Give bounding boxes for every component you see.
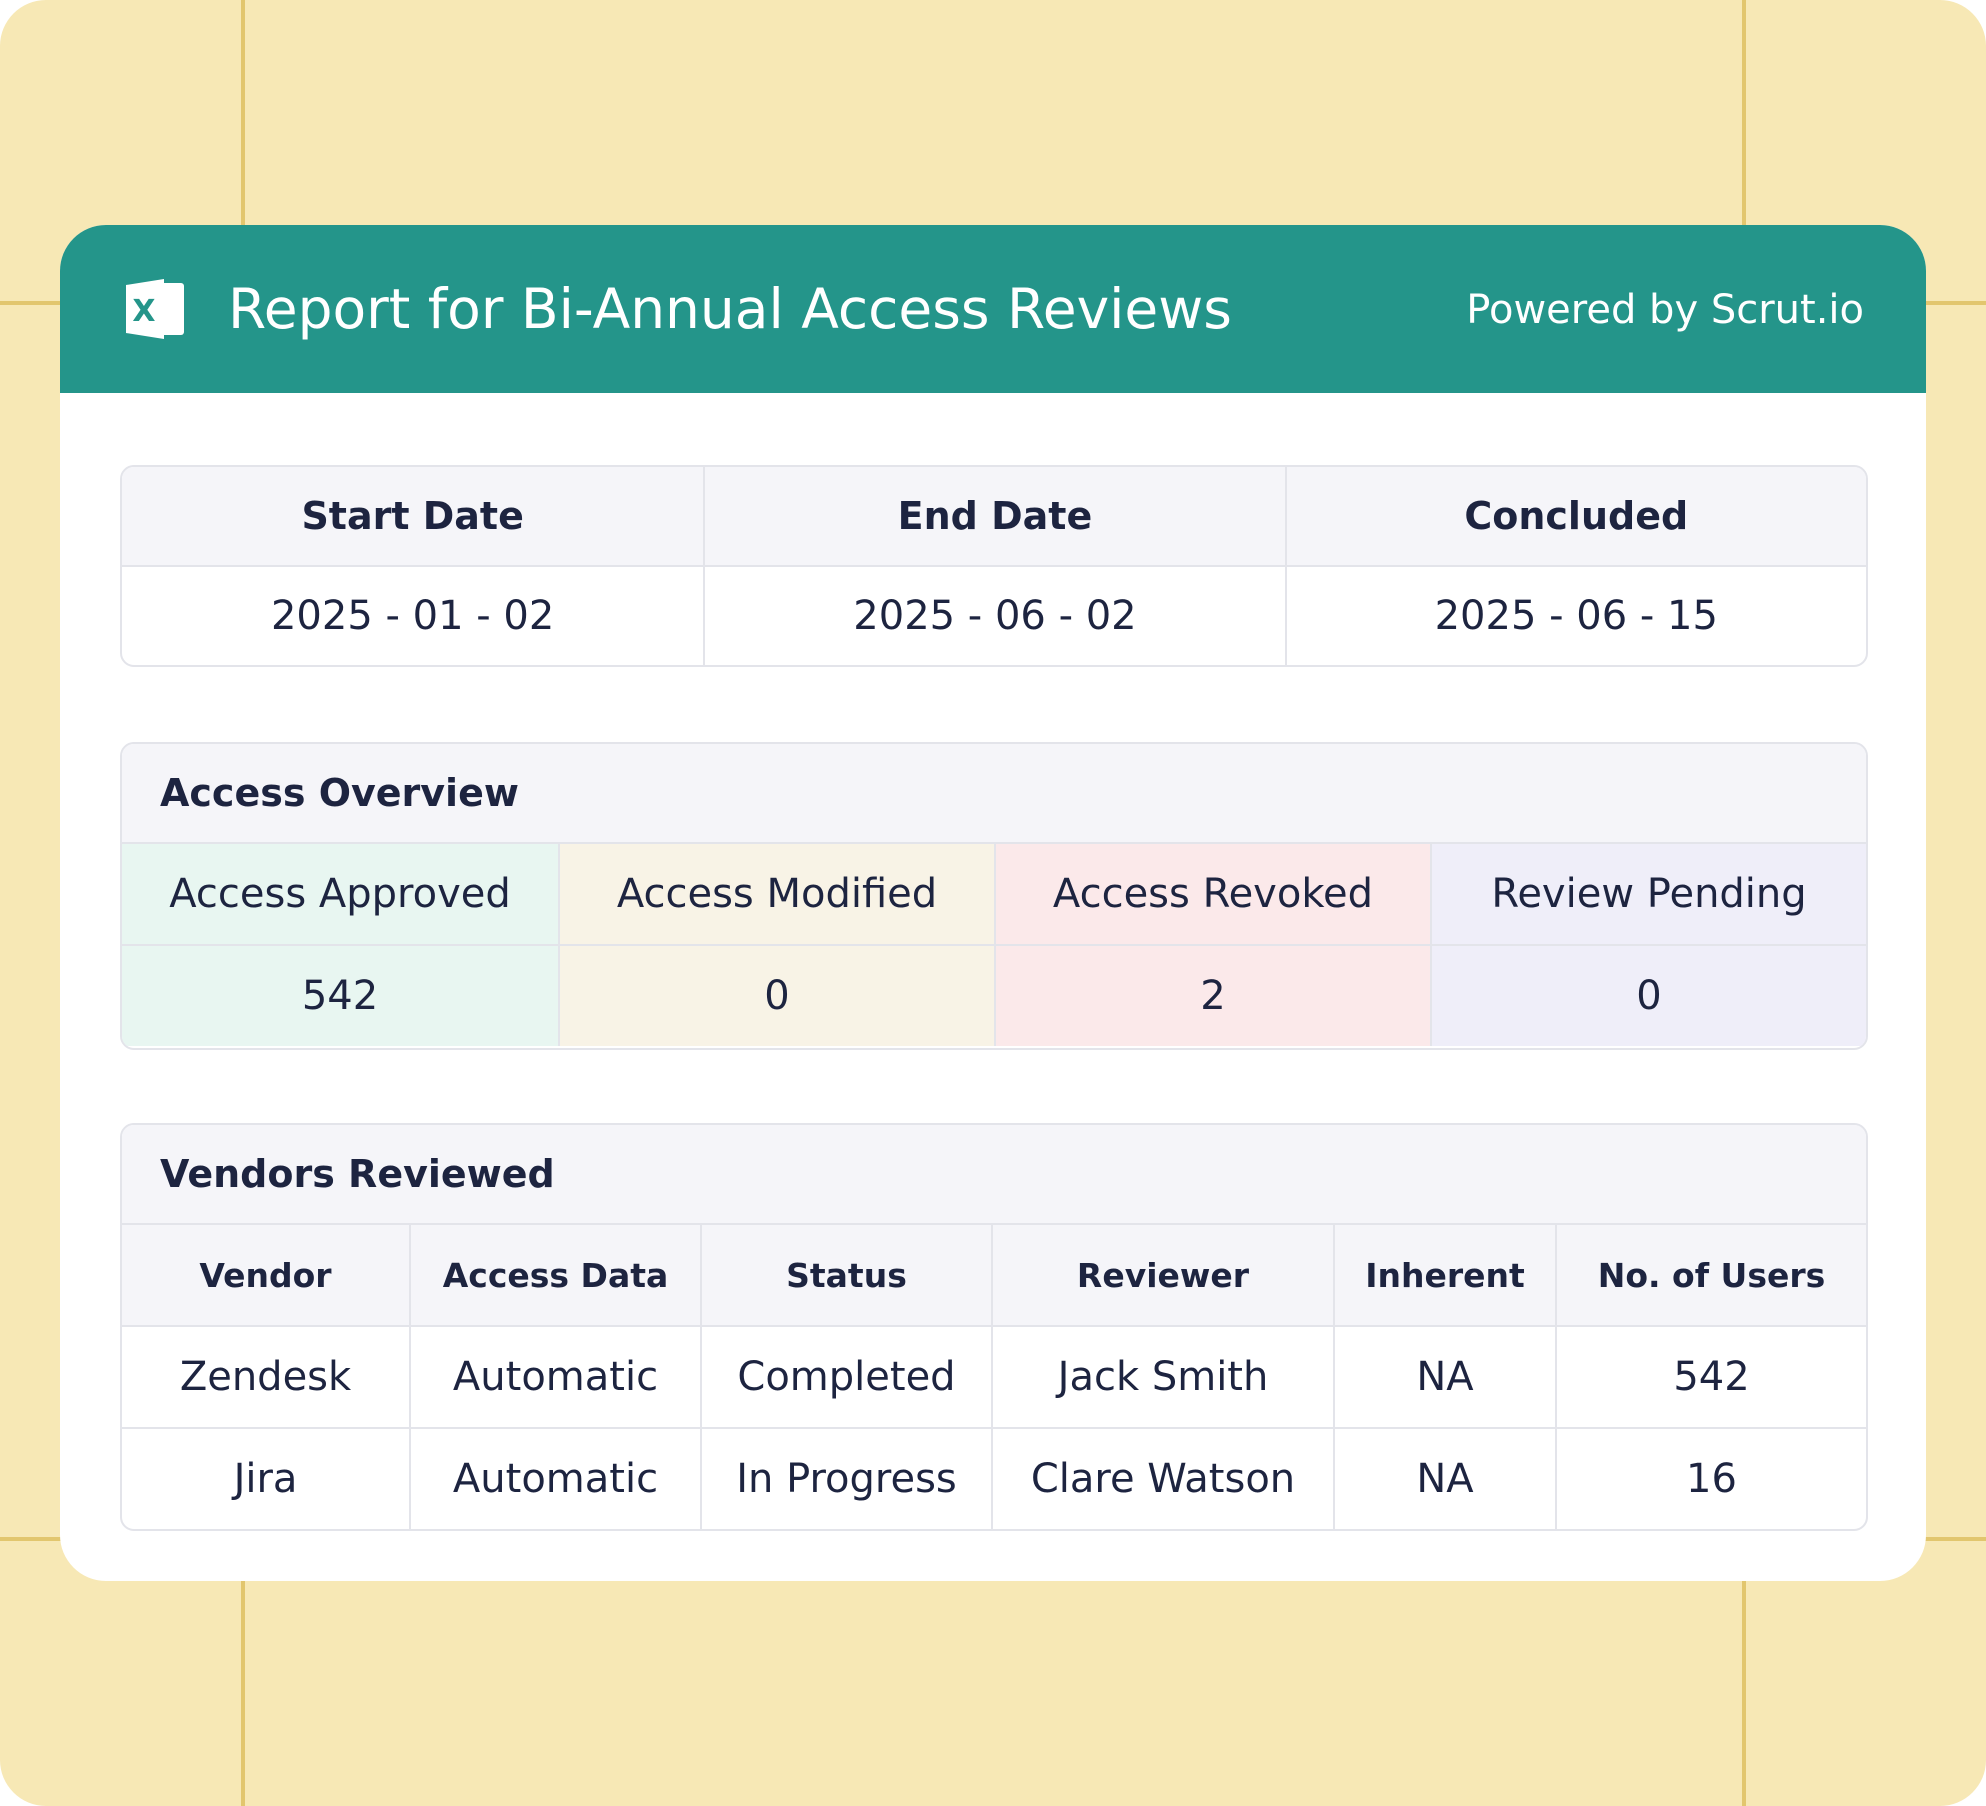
dates-header-row [122, 467, 1866, 565]
excel-icon [126, 277, 186, 341]
reviewer-cell: Jack Smith [991, 1327, 1333, 1427]
status-cell: In Progress [700, 1429, 991, 1529]
access-modified-label: Access Modified [558, 844, 994, 944]
concluded-value: 2025 - 06 - 15 [1285, 567, 1866, 665]
access-modified-count: 0 [558, 946, 994, 1046]
start-date-header: Start Date [301, 494, 524, 538]
users-count-cell: 16 [1555, 1429, 1866, 1529]
end-date-value: 2025 - 06 - 02 [703, 567, 1284, 665]
vendors-table [120, 1123, 1868, 1531]
concluded-header: Concluded [1285, 467, 1866, 565]
status-cell: Completed [700, 1327, 991, 1427]
overview-header-row [122, 844, 1866, 944]
users-count-cell: 542 [1555, 1327, 1866, 1427]
vendors-header-row [122, 1225, 1866, 1325]
vendors-reviewed-title: Vendors Reviewed [122, 1125, 1866, 1225]
status-column-header: Status [700, 1225, 991, 1325]
table-row [122, 1427, 1866, 1529]
access-overview-table [120, 742, 1868, 1050]
end-date-header: End Date [703, 467, 1284, 565]
inherent-column-header: Inherent [1333, 1225, 1555, 1325]
access-data-column-header: Access Data [409, 1225, 700, 1325]
overview-value-row [122, 944, 1866, 1046]
review-pending-label: Review Pending [1430, 844, 1866, 944]
report-title: Report for Bi-Annual Access Reviews [228, 277, 1232, 341]
report-header [60, 225, 1926, 393]
dates-value-row [122, 565, 1866, 665]
dates-table [120, 465, 1868, 667]
reviewer-cell: Clare Watson [991, 1429, 1333, 1529]
start-date-value: 2025 - 01 - 02 [270, 593, 555, 639]
review-pending-count: 0 [1430, 946, 1866, 1046]
users-column-header: No. of Users [1555, 1225, 1866, 1325]
access-revoked-label: Access Revoked [994, 844, 1430, 944]
vendor-cell: Zendesk [179, 1354, 352, 1400]
powered-by-label[interactable]: Powered by Scrut.io [1466, 287, 1864, 333]
report-card [60, 225, 1926, 1581]
svg-text:X: X [132, 294, 156, 329]
inherent-cell: NA [1333, 1429, 1555, 1529]
access-data-cell: Automatic [409, 1327, 700, 1427]
access-overview-title: Access Overview [122, 744, 1866, 844]
access-approved-label: Access Approved [122, 844, 558, 944]
access-approved-count: 542 [122, 946, 558, 1046]
vendor-column-header: Vendor [199, 1255, 332, 1295]
reviewer-column-header: Reviewer [991, 1225, 1333, 1325]
access-data-cell: Automatic [409, 1429, 700, 1529]
access-revoked-count: 2 [994, 946, 1430, 1046]
inherent-cell: NA [1333, 1327, 1555, 1427]
vendor-cell: Jira [233, 1456, 298, 1502]
table-row [122, 1325, 1866, 1427]
